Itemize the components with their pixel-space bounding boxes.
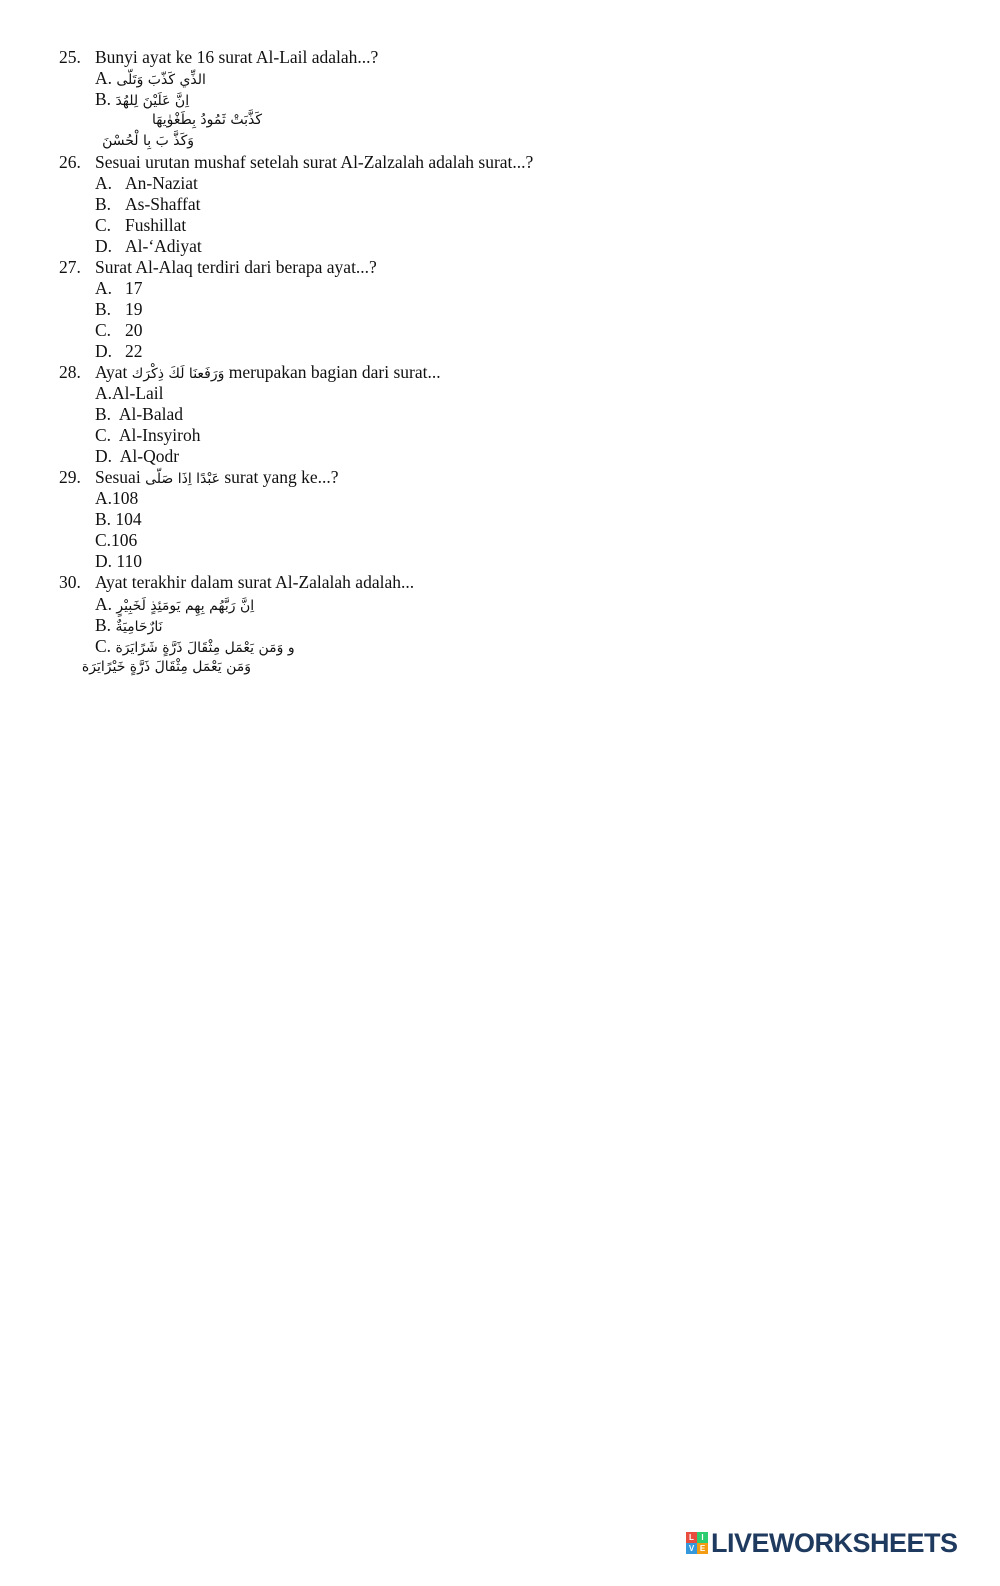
question-number: 28. <box>59 362 81 382</box>
option-label: A. <box>95 278 113 298</box>
question-text: Sesuai urutan mushaf setelah surat Al-Zalzalah adalah surat...? <box>95 152 534 172</box>
option-text: As-Shaffat <box>125 194 201 214</box>
option-arabic-text: و وَمَن يَعْمَل مِثْقَالَ ذَرَّةٍ شَرًايَرَة <box>115 640 295 656</box>
liveworksheets-icon: L I V E <box>686 1532 708 1554</box>
option-text: An-Naziat <box>125 173 198 193</box>
option-30-d[interactable]: وَمَن يَعْمَل مِثْقَالَ ذَرَّةٍ خَيْرًايَرَة <box>81 659 251 675</box>
option-text: 17 <box>125 278 143 298</box>
question-text: Bunyi ayat ke 16 surat Al-Lail adalah...? <box>95 47 379 67</box>
option-label: C. <box>95 320 112 340</box>
option-label: C. و وَمَن يَعْمَل مِثْقَالَ ذَرَّةٍ شَرًايَرَة <box>95 636 295 659</box>
option-text: 19 <box>125 299 143 319</box>
question-number: 26. <box>59 152 81 172</box>
option-text: B. Al-Balad <box>95 404 183 424</box>
liveworksheets-logo <box>686 1528 958 1558</box>
option-label: B. <box>95 194 112 214</box>
option-arabic-text: اِنَّ عَلَيْنَ لِلهُدَ <box>115 93 190 109</box>
option-text: B. 104 <box>95 509 142 529</box>
option-label: B. نَارٌحَامِيَةٌ <box>95 615 163 638</box>
option-arabic-text: اِنَّ رَبَّهُم بِهِم يَومَئِذٍ لَخَبِيْرٍ <box>116 598 255 614</box>
option-arabic-text: نَارٌحَامِيَةٌ <box>115 619 163 635</box>
option-text: D. 110 <box>95 551 142 571</box>
question-number: 27. <box>59 257 81 277</box>
brand-name: LIVEWORKSHEETS <box>711 1527 958 1558</box>
question-number: 30. <box>59 572 81 592</box>
option-label: D. <box>95 341 113 361</box>
question-arabic-text: وَرَفَعنَا لَكَ ذِكْرَك <box>131 366 225 382</box>
option-label: B. <box>95 299 112 319</box>
option-label: D. <box>95 236 113 256</box>
option-label: A. الذِّي كَذّبَ وَتَلّى <box>95 68 206 91</box>
option-label: C. <box>95 215 112 235</box>
option-text: D. Al-Qodr <box>95 446 180 466</box>
question-text: Surat Al-Alaq terdiri dari berapa ayat...? <box>95 257 377 277</box>
option-25-c[interactable]: كَذَّبَتْ ثَمُودُ بِطَغْوٰيهَا <box>152 112 262 128</box>
question-number: 29. <box>59 467 81 487</box>
question-text: Sesuai عَبْدًا اِذَا صَلّى surat yang ke...? <box>95 467 339 490</box>
option-text: Fushillat <box>125 215 187 235</box>
question-number: 25. <box>59 47 81 67</box>
option-text: 20 <box>125 320 143 340</box>
option-text: C.106 <box>95 530 138 550</box>
option-text: A.Al-Lail <box>95 383 164 403</box>
question-text: Ayat terakhir dalam surat Al-Zalalah adalah... <box>95 572 415 592</box>
option-text: A.108 <box>95 488 139 508</box>
option-label: A. اِنَّ رَبَّهُم بِهِم يَومَئِذٍ لَخَبِيْرٍ <box>95 594 254 617</box>
question-text: Ayat وَرَفَعنَا لَكَ ذِكْرَك merupakan bagian dari surat... <box>95 362 441 385</box>
question-arabic-text: عَبْدًا اِذَا صَلّى <box>145 471 220 487</box>
option-text: Al-‘Adiyat <box>125 236 202 256</box>
option-label: A. <box>95 173 113 193</box>
option-label: B. اِنَّ عَلَيْنَ لِلهُدَ <box>95 89 189 112</box>
option-25-d[interactable]: وَكَذَّ بَ بِا لْحُسْنَ <box>102 133 194 149</box>
option-text: 22 <box>125 341 143 361</box>
option-arabic-text: الذِّي كَذّبَ وَتَلّى <box>116 72 206 88</box>
option-text: C. Al-Insyiroh <box>95 425 201 445</box>
